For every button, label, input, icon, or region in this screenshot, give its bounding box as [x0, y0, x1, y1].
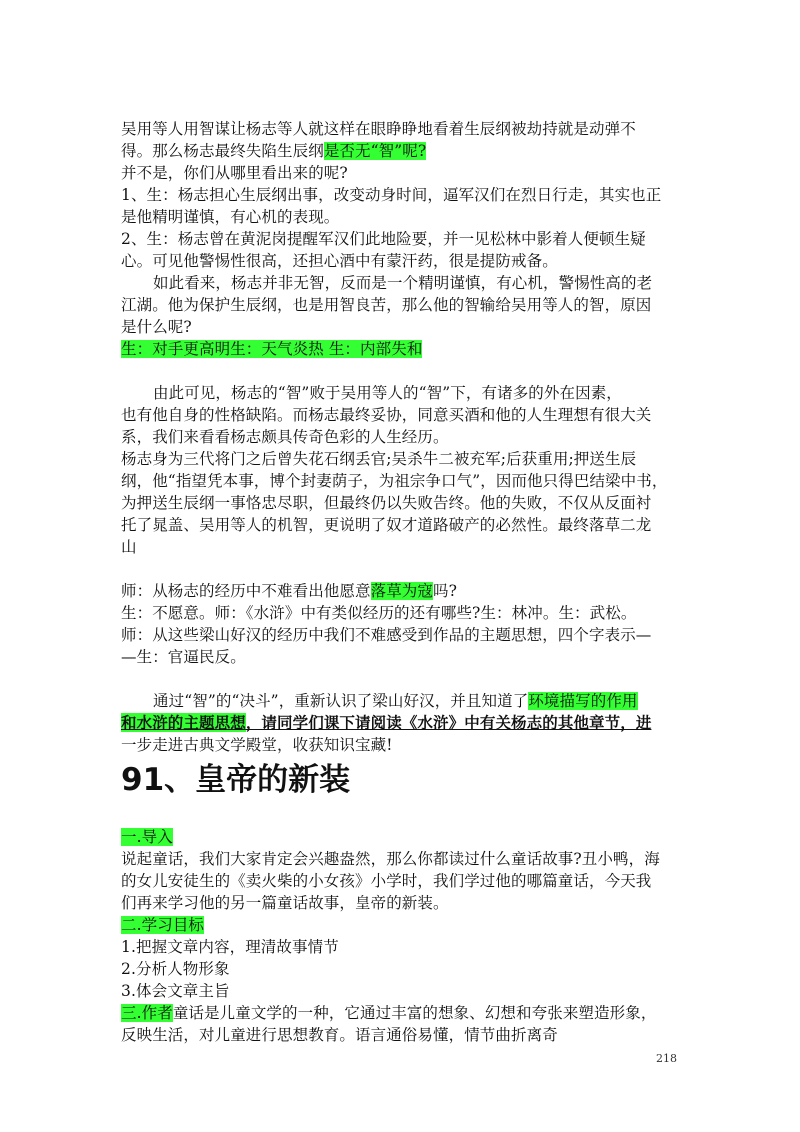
highlight: 环境描写的作用	[528, 692, 638, 710]
text-line: 2、生：杨志曾在黄泥岗提醒军汉们此地险要，并一见松林中影着人便顿生疑	[121, 230, 646, 248]
heading-highlight: 三.作者	[121, 1004, 173, 1022]
page-number: 218	[656, 1052, 677, 1065]
list-item: 2.分析人物形象	[121, 960, 230, 978]
text-line: 心。可见他警惕性很高，还担心酒中有蒙汗药，很是提防戒备。	[121, 252, 558, 270]
text-line: 托了晁盖、吴用等人的机智，更说明了奴才道路破产的必然性。最终落草二龙	[121, 516, 652, 534]
text-line: 由此可见，杨志的“智”败于吴用等人的“智”下，有诸多的外在因素，	[153, 384, 622, 402]
text-line: 三.作者童话是儿童文学的一种，它通过丰富的想象、幻想和夸张来塑造形象，	[121, 1004, 657, 1022]
text-line: 是他精明谨慎，有心机的表现。	[121, 208, 340, 226]
text-line	[121, 338, 691, 360]
text-line	[121, 826, 691, 848]
list-item: 1.把握文章内容，理清故事情节	[121, 938, 339, 956]
text-line: 师：从这些梁山好汉的经历中我们不难感受到作品的主题思想，四个字表示—	[121, 626, 652, 644]
text-line: 一步走进古典文学殿堂，收获知识宝藏!	[121, 736, 393, 754]
text-line: 师：从杨志的经历中不难看出他愿意落草为寇吗?	[121, 582, 458, 600]
section-title: 91、皇帝的新装	[121, 762, 351, 798]
text-line: 江湖。他为保护生辰纲，也是用智良苦，那么他的智输给吴用等人的智，原因	[121, 296, 652, 314]
text-line: 得。那么杨志最终失陷生辰纲是否无“智”呢?	[121, 142, 427, 160]
text-line: 生：不愿意。师：《水浒》中有类似经历的还有哪些?生：林冲。生：武松。	[121, 604, 637, 622]
text-line: 纲，他“指望凭本事，博个封妻荫子，为祖宗争口气”，因而他只得巴结梁中书，	[121, 472, 668, 490]
text-line: 为押送生辰纲一事恪忠尽职，但最终仍以失败告终。他的失败，不仅从反面衬	[121, 494, 652, 512]
text-line: 系，我们来看看杨志颇具传奇色彩的人生经历。	[121, 428, 449, 446]
text-line: 杨志身为三代将门之后曾失花石纲丢官;吴杀牛二被充军;后获重用;押送生辰	[121, 450, 637, 468]
highlight: 是否无“智”呢?	[323, 142, 427, 160]
text-line: 说起童话，我们大家肯定会兴趣盎然，那么你都读过什么童话故事?丑小鸭，海	[121, 850, 660, 868]
highlight: 和水浒的主题思想	[121, 713, 246, 732]
heading-highlight: 一.导入	[121, 828, 173, 846]
text-line: —生：官逼民反。	[121, 648, 246, 666]
text-line: 通过“智”的“决斗”，重新认识了梁山好汉，并且知道了环境描写的作用	[153, 692, 638, 710]
text-line: 如此看来，杨志并非无智，反而是一个精明谨慎，有心机，警惕性高的老	[153, 274, 653, 292]
text-line: 是什么呢?	[121, 318, 192, 336]
text-line	[121, 914, 691, 936]
text-line: 也有他自身的性格缺陷。而杨志最终妥协，同意买酒和他的人生理想有很大关	[121, 406, 652, 424]
text-line: 和水浒的主题思想，请同学们课下请阅读《水浒》中有关杨志的其他章节，进	[121, 713, 652, 732]
text-line: 1、生：杨志担心生辰纲出事，改变动身时间，逼军汉们在烈日行走，其实也正	[121, 186, 662, 204]
text-line: 们再来学习他的另一篇童话故事，皇帝的新装。	[121, 894, 449, 912]
text-line: 吴用等人用智谋让杨志等人就这样在眼睁睁地看着生辰纲被劫持就是动弹不	[121, 120, 636, 138]
list-item: 3.体会文章主旨	[121, 982, 230, 1000]
highlight: 生：对手更高明生：天气炎热 生：内部失和	[121, 340, 423, 358]
text-line: 并不是，你们从哪里看出来的呢?	[121, 164, 348, 182]
text-line: 反映生活，对儿童进行思想教育。语言通俗易懂，情节曲折离奇	[121, 1026, 558, 1044]
text-line: 的女儿安徒生的《卖火柴的小女孩》小学时，我们学过他的哪篇童话，今天我	[121, 872, 652, 890]
highlight: 落草为寇	[370, 582, 434, 600]
text-line: 山	[121, 538, 137, 556]
heading-highlight: 二.学习目标	[121, 916, 205, 934]
